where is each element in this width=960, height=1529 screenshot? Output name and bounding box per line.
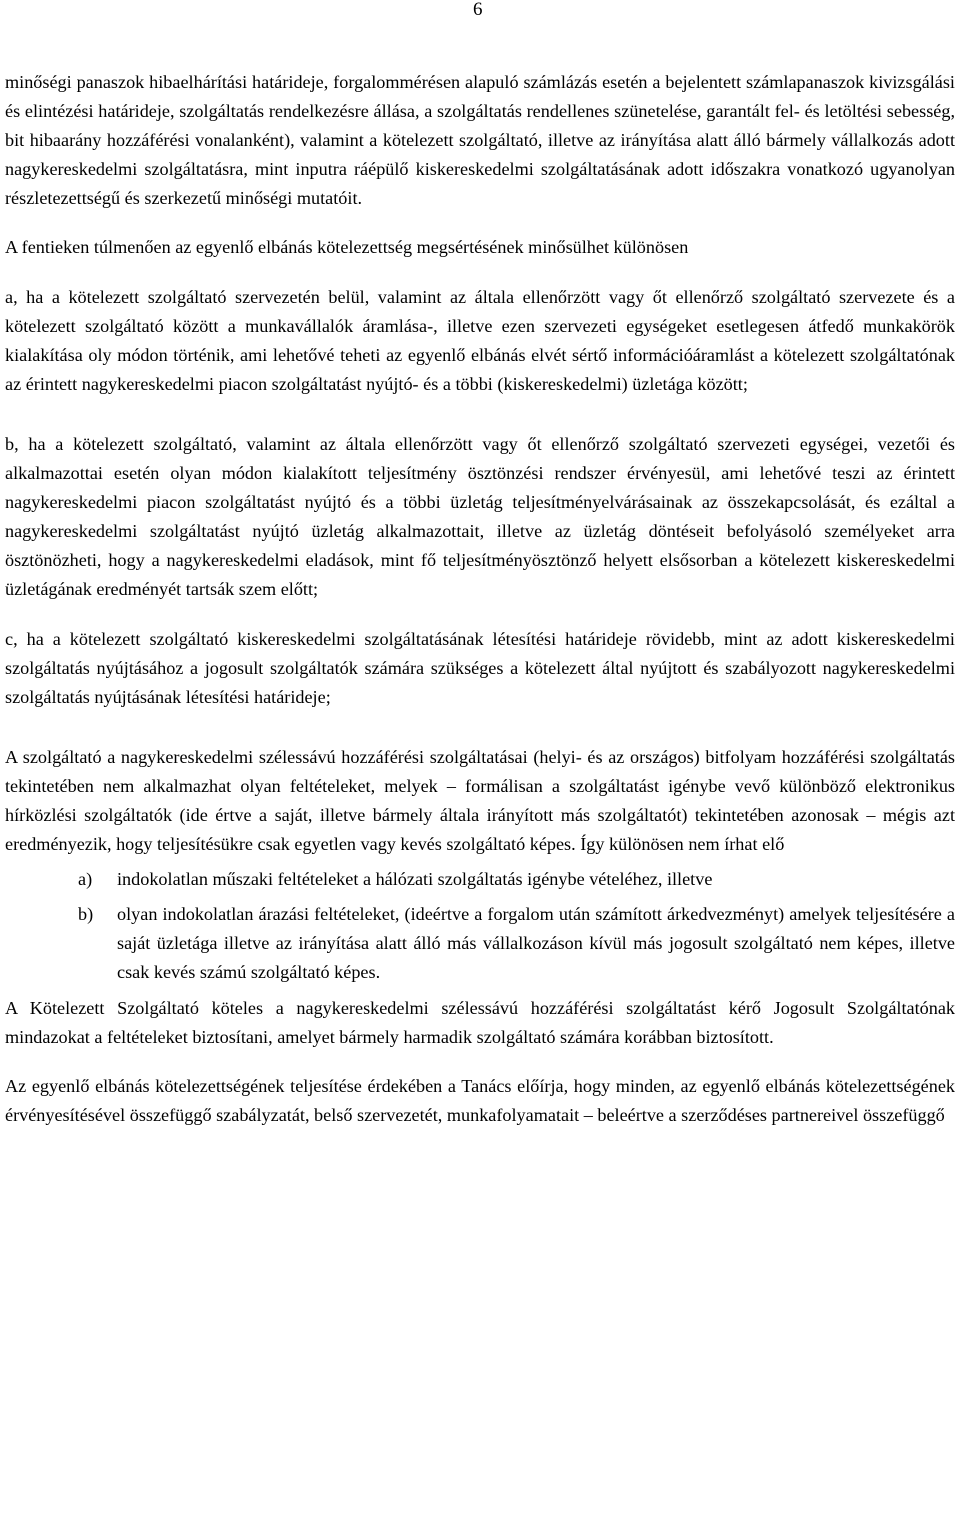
paragraph-council-requirement: Az egyenlő elbánás kötelezettségének teljesítése érdekében a Tanács előírja, hogy minden, az egyenlő elbánás kötelezettségének érvényesítésével összefüggő szabályzatát, belső szervezetét, munkafolyamatait – beleértve a szerződéses partnereivel összefüggő	[5, 1075, 955, 1125]
list-item-marker: a)	[78, 869, 93, 890]
list-item-text: indokolatlan műszaki feltételeket a hálózati szolgáltatás igénybe vételéhez, illetve	[117, 869, 713, 890]
paragraph-quality-indicators: minőségi panaszok hibaelhárítási határideje, forgalommérésen alapuló számlázás esetén a bejelentett számlapanaszok kivizsgálási és elintézési határideje, szolgáltatás rendelkezésre állása, a szolgáltatás rendellenes szünetelése, garantált fel- és letöltési sebesség, bit hibaarány hozzáférési vonalanként), valamint a kötelezett szolgáltató, illetve az irányítása alatt álló bármely vállalkozás adott nagykereskedelmi szolgáltatásra, mint inputra ráépülő kiskereskedelmi szolgáltatásának adott időszakra vonatkozó ugyanolyan részletezettségű és szerkezetű minőségi mutatóit.	[5, 72, 955, 209]
prohibited-conditions-list	[5, 865, 955, 987]
paragraph-case-b: b, ha a kötelezett szolgáltató, valamint az általa ellenőrzött vagy őt ellenőrző szolgáltató szervezeti egységei, vezetői és alkalmazottai esetén olyan módon kialakított teljesítmény ösztönzési rendszer érvényesül, ami lehetővé teszi az érintett nagykereskedelmi piacon szolgáltatást nyújtó és a többi üzletág teljesítményelvárásainak az összekapcsolását, és ezáltal a nagykereskedelmi szolgáltatást nyújtó üzletág alkalmazottait, illetve az üzletág döntéseit befolyásoló személyeket arra ösztönözheti, hogy a nagykereskedelmi eladások, mint fő teljesítményösztönző helyett elsősorban a kötelezett kiskereskedelmi üzletágának eredményét tartsák szem előtt;	[5, 433, 955, 600]
paragraph-obligated-provider: A Kötelezett Szolgáltató köteles a nagykereskedelmi szélessávú hozzáférési szolgáltatást kérő Jogosult Szolgáltatónak mindazokat a feltételeket biztosítani, amelyet bármely harmadik szolgáltató számára korábban biztosított.	[5, 997, 955, 1047]
paragraph-case-a: a, ha a kötelezett szolgáltató szervezetén belül, valamint az általa ellenőrzött vagy őt ellenőrző szolgáltató szervezete és a kötelezett szolgáltató között a munkavállalók áramlása-, illetve ezen szervezeti egységeket esetlegesen átfedő munkakörök kialakítása oly módon történik, ami lehetővé teheti az egyenlő elbánás elvét sértő információáramlást a kötelezett szolgáltatónak az érintett nagykereskedelmi piacon szolgáltatást nyújtó- és a többi (kiskereskedelmi) üzletága között;	[5, 286, 955, 394]
list-item-marker: b)	[78, 904, 94, 925]
page-number: 6	[473, 0, 483, 20]
paragraph-discrimination-intro: A fentieken túlmenően az egyenlő elbánás kötelezettség megsértésének minősülhet különösen	[5, 237, 689, 258]
list-item	[5, 865, 955, 894]
list-item-text: olyan indokolatlan árazási feltételeket, (ideértve a forgalom után számított árkedvezményt) amelyek teljesítésére a saját üzletága illetve az irányítása alatt álló más vállalkozáson kívül más jogosult szolgáltató nem képes, illetve csak kevés számú szolgáltató képes.	[117, 904, 955, 983]
document-body	[5, 68, 955, 1130]
list-item	[5, 900, 955, 987]
paragraph-case-c: c, ha a kötelezett szolgáltató kiskereskedelmi szolgáltatásának létesítési határideje rövidebb, mint az adott kiskereskedelmi szolgáltatás nyújtásához a jogosult szolgáltatók számára szükséges a kötelezett által nyújtott és szabályozott nagykereskedelmi szolgáltatás nyújtásának létesítési határideje;	[5, 628, 955, 707]
paragraph-bitstream-conditions: A szolgáltató a nagykereskedelmi szélessávú hozzáférési szolgáltatásai (helyi- és az országos) bitfolyam hozzáférési szolgáltatás tekintetében nem alkalmazhat olyan feltételeket, melyek – formálisan a szolgáltatást igénybe vevő különböző elektronikus hírközlési szolgáltatók (ide értve a saját, illetve bármely általa irányított más szolgáltatót) tekintetében azonosak – mégis azt eredményezik, hogy teljesítésükre csak egyetlen vagy kevés szolgáltató képes. Így különösen nem írhat elő	[5, 746, 955, 855]
